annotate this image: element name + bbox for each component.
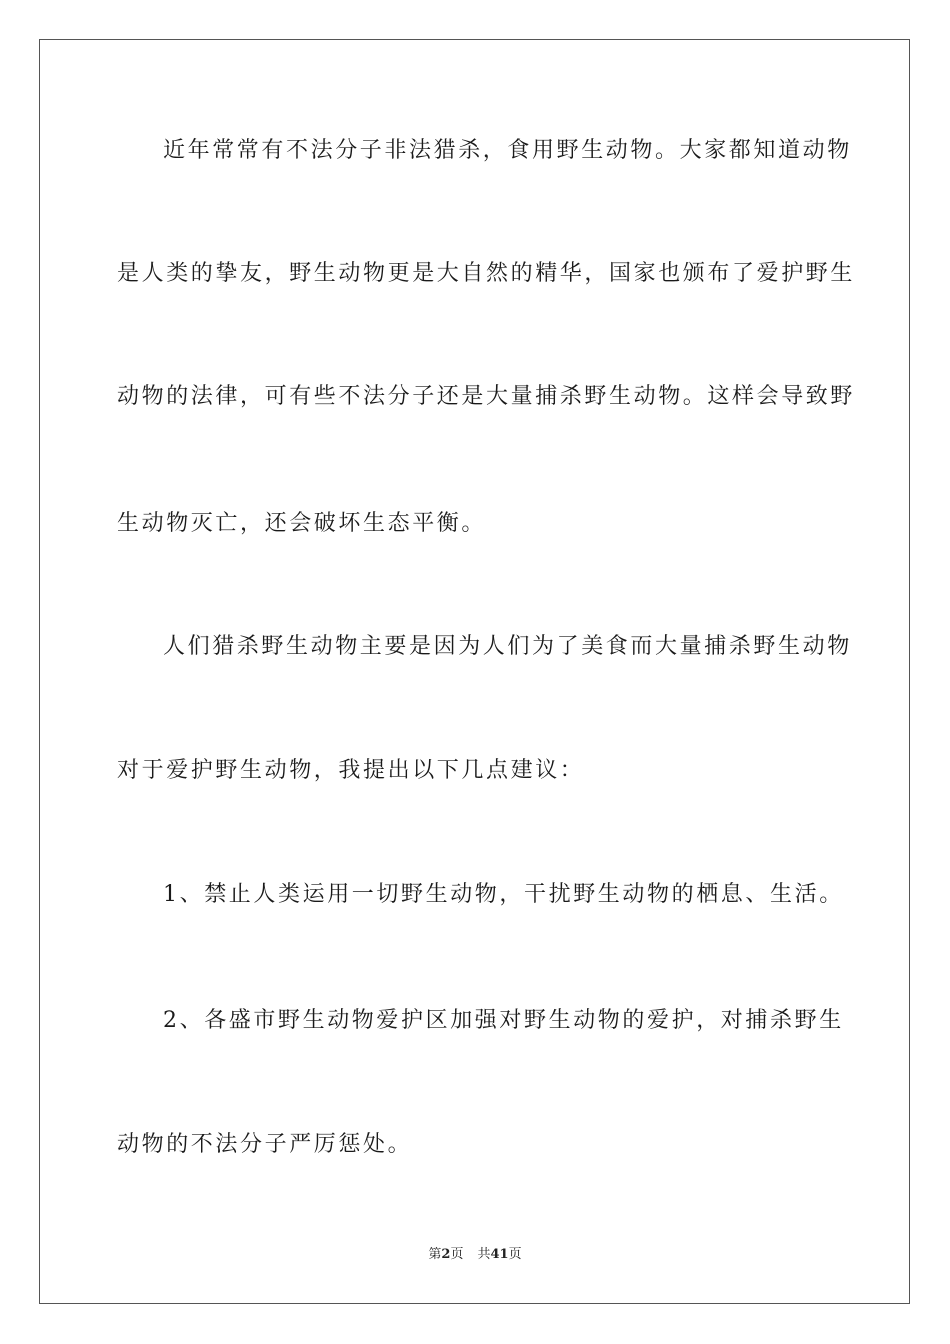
paragraph-3-line-1: 对于爱护野生动物，我提出以下几点建议：	[117, 758, 585, 783]
suggestion-1: 1、禁止人类运用一切野生动物，干扰野生动物的栖息、生活。	[163, 882, 844, 907]
paragraph-1-line-3: 动物的法律，可有些不法分子还是大量捕杀野生动物。这样会导致野	[117, 384, 856, 409]
total-pages: 41	[490, 1247, 509, 1262]
suggestion-2-line-1: 2、各盛市野生动物爱护区加强对野生动物的爱护，对捕杀野生	[163, 1008, 844, 1033]
total-prefix: 共	[477, 1247, 491, 1262]
page-footer	[0, 1246, 950, 1264]
page-border	[39, 39, 910, 1304]
total-suffix: 页	[508, 1247, 522, 1262]
suggestion-2-line-2: 动物的不法分子严厉惩处。	[117, 1132, 413, 1157]
page-prefix: 第	[428, 1247, 442, 1262]
page-number: 2	[441, 1247, 451, 1262]
paragraph-1-line-1: 近年常常有不法分子非法猎杀，食用野生动物。大家都知道动物	[163, 138, 852, 163]
paragraph-2-line-1: 人们猎杀野生动物主要是因为人们为了美食而大量捕杀野生动物	[163, 634, 852, 659]
paragraph-1-line-4: 生动物灭亡，还会破坏生态平衡。	[117, 511, 487, 536]
paragraph-1-line-2: 是人类的挚友，野生动物更是大自然的精华，国家也颁布了爱护野生	[117, 261, 856, 286]
page-suffix: 页	[450, 1247, 464, 1262]
